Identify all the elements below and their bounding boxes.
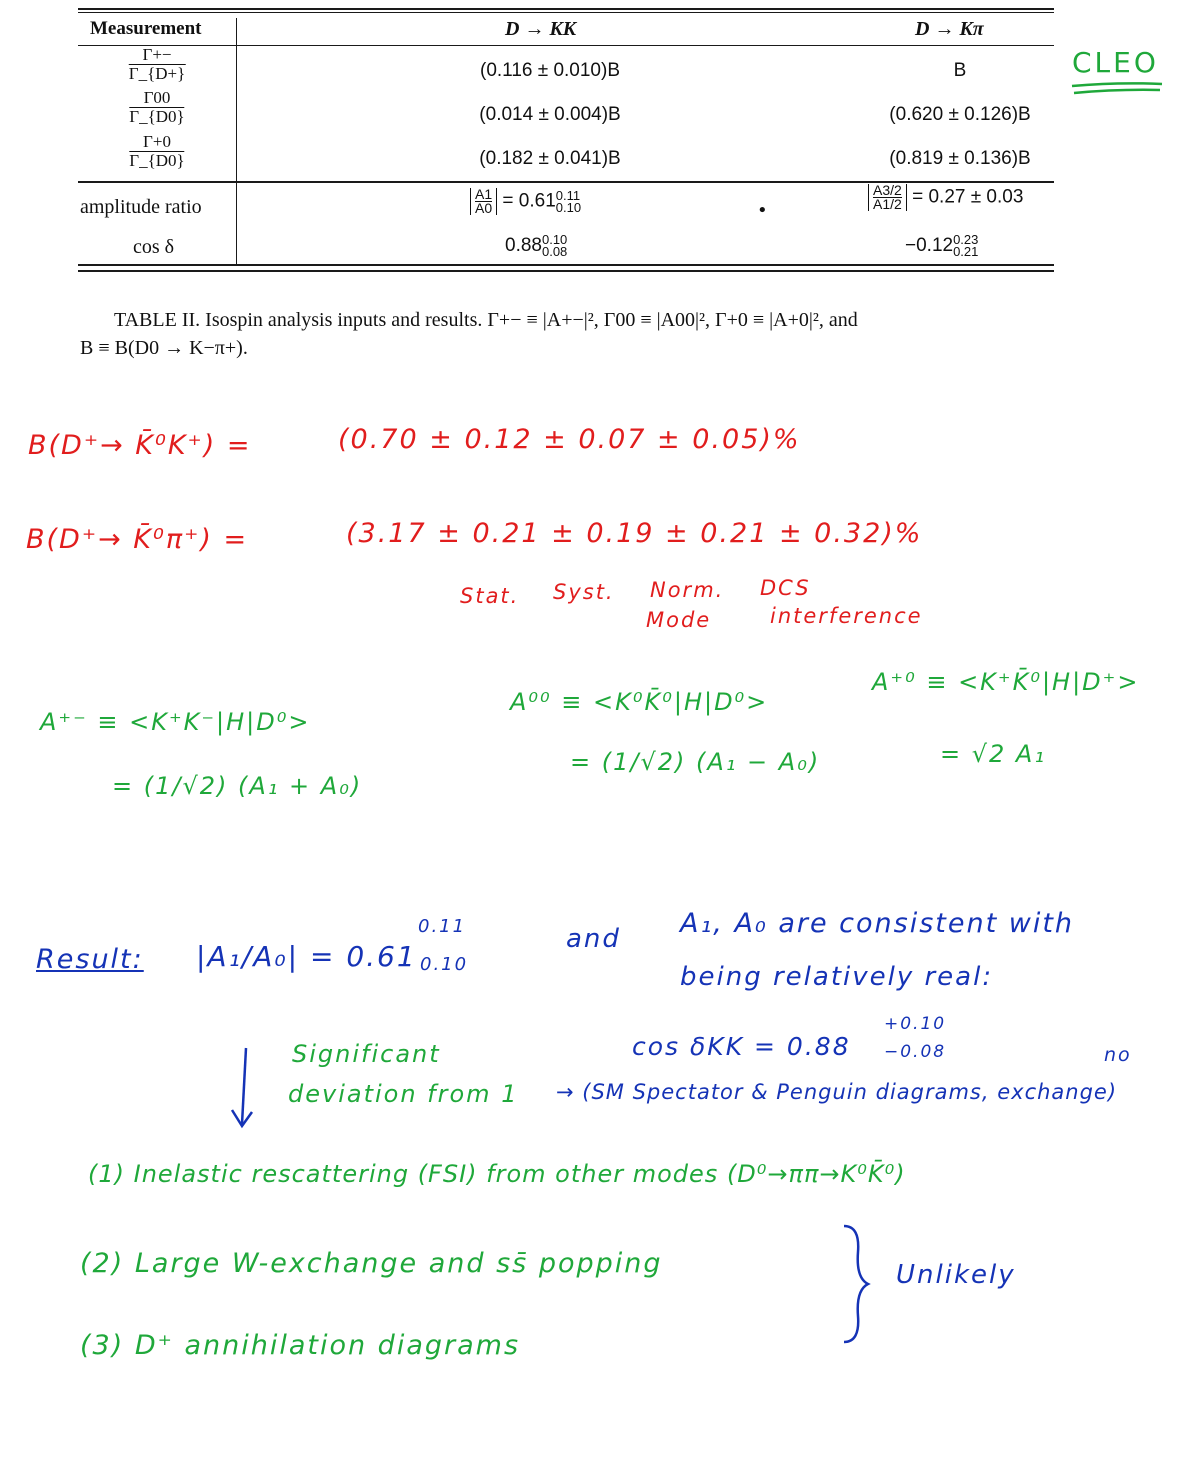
red-label-stat: Stat. (460, 584, 520, 608)
header-rule (78, 45, 1054, 46)
green-def-a-pm-eq: = (1/√2) (A₁ + A₀) (112, 772, 363, 800)
blue-cos-down: −0.08 (884, 1042, 947, 1062)
blue-cos-up: +0.10 (884, 1014, 947, 1034)
blue-arrow-to: → (SM Spectator & Penguin diagrams, exchange) (556, 1080, 1118, 1104)
meas-gamma-00: Γ00 Γ_{D0} (129, 88, 185, 126)
red-label-syst: Syst. (553, 580, 615, 604)
green-item-1: (1) Inelastic rescattering (FSI) from other modes (D⁰→ππ→K⁰K̄⁰) (88, 1160, 906, 1188)
red-eq2-lhs: B(D⁺→ K̄⁰π⁺) = (26, 524, 249, 555)
green-significant: Significant (292, 1040, 441, 1068)
red-label-mode: Mode (646, 608, 712, 632)
blue-cos: cos δKK = 0.88 (632, 1032, 851, 1061)
header-measurement: Measurement (90, 18, 202, 39)
green-item-2: (2) Large W-exchange and ss̄ popping (80, 1248, 663, 1279)
header-d-kk: D → KK (505, 18, 577, 40)
cell-kk-row1: (0.116 ± 0.010)B (480, 60, 620, 81)
cleo-underline (1068, 78, 1168, 98)
cell-kk-amplitude: $\frac{A1}{A0} = 0.61$ 0.11 0.10 (470, 188, 581, 215)
cell-kpi-row1: B (953, 60, 967, 81)
red-label-dcs: DCS (760, 576, 811, 600)
blue-result-ratio-down: 0.10 (420, 954, 469, 975)
cell-kk-cos: 0.88 0.10 0.08 (505, 232, 568, 259)
header-d-kpi: D → Kπ (915, 18, 984, 40)
label-amplitude-ratio: amplitude ratio (80, 196, 202, 218)
mid-rule (78, 181, 1054, 183)
red-label-interference: interference (770, 604, 923, 628)
green-item-3: (3) D⁺ annihilation diagrams (80, 1330, 521, 1361)
blue-and: and (566, 924, 621, 954)
blue-result-ratio: |A₁/A₀| = 0.61 (196, 940, 417, 973)
red-eq2-rhs: (3.17 ± 0.21 ± 0.19 ± 0.21 ± 0.32)% (346, 518, 923, 549)
brace (838, 1222, 874, 1346)
down-arrow (226, 1044, 262, 1134)
table-caption: TABLE II. Isospin analysis inputs and results. Γ+− ≡ |A+−|², Γ00 ≡ |A00|², Γ+0 ≡ |A+0|², and B ≡ B(D0 → K−π+). (80, 309, 858, 359)
label-cos-delta: cos δ (133, 236, 175, 258)
green-def-a-00-eq: = (1/√2) (A₁ − A₀) (570, 748, 821, 776)
cleo-note: CLEO (1072, 46, 1159, 79)
green-def-a-00: A⁰⁰ ≡ <K⁰K̄⁰|H|D⁰> (510, 688, 769, 716)
red-eq1-lhs: B(D⁺→ K̄⁰K⁺) = (28, 430, 252, 461)
blue-result-ratio-up: 0.11 (418, 916, 467, 937)
table-bottom-rule (78, 264, 1054, 266)
meas-gamma-pm: Γ+− Γ_{D+} (128, 45, 186, 83)
blue-no: no (1104, 1044, 1132, 1066)
blue-being-real: being relatively real: (680, 962, 994, 992)
blue-consistent: A₁, A₀ are consistent with (680, 908, 1075, 939)
cell-kpi-row2: (0.620 ± 0.126)B (889, 104, 1031, 125)
red-eq1-rhs: (0.70 ± 0.12 ± 0.07 ± 0.05)% (338, 424, 801, 455)
red-label-norm: Norm. (650, 578, 725, 602)
cell-kpi-amplitude: $\frac{A3/2}{A1/2} = 0.27 \pm 0.03$ (868, 184, 1023, 211)
cell-kk-row2: (0.014 ± 0.004)B (479, 104, 621, 125)
green-def-a-pm: A⁺⁻ ≡ <K⁺K⁻|H|D⁰> (40, 708, 311, 736)
table-column-divider (236, 18, 237, 264)
cell-kk-row3: (0.182 ± 0.041)B (479, 148, 621, 169)
green-deviation: deviation from 1 (288, 1080, 519, 1108)
cell-kpi-cos: −0.12 0.23 0.21 (905, 232, 979, 259)
decorative-dot: • (757, 200, 768, 221)
meas-gamma-p0: Γ+0 Γ_{D0} (129, 132, 185, 170)
green-def-a-p0-eq: = √2 A₁ (940, 740, 1046, 768)
table-top-rule (78, 8, 1054, 10)
blue-unlikely: Unlikely (896, 1260, 1016, 1290)
blue-result-label: Result: (36, 944, 144, 975)
cell-kpi-row3: (0.819 ± 0.136)B (889, 148, 1031, 169)
table-top-rule-2 (78, 12, 1054, 13)
green-def-a-p0: A⁺⁰ ≡ <K⁺K̄⁰|H|D⁺> (872, 668, 1140, 696)
table-bottom-rule-2 (78, 270, 1054, 272)
